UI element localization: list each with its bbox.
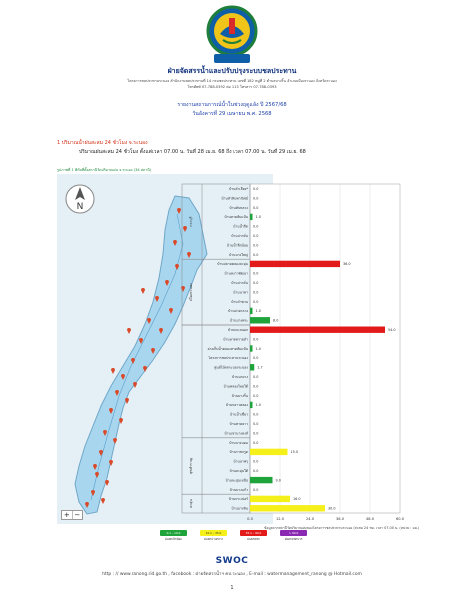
bar-value-label: 1.7 (257, 365, 263, 370)
category-label: บ้านปากจั่น (231, 281, 248, 285)
bar-value-label: 0.0 (253, 271, 259, 276)
x-tick-label: 60.0 (395, 517, 405, 521)
department-title: ฝ่ายจัดสรรน้ำและปรับปรุงระบบชลประทาน (167, 67, 297, 75)
station-pin[interactable] (141, 288, 145, 294)
category-label: บ้านน้ำจืดน้อย (226, 243, 248, 248)
logo-banner (214, 54, 250, 63)
category-label: บ้านละอุ่นเหนือ (225, 478, 248, 483)
data-bar (250, 496, 290, 502)
category-label: ศูนย์ไม้ผลระนองระนอง (214, 365, 248, 370)
bar-value-label: 0.0 (253, 384, 259, 389)
bar-value-label: 0.0 (253, 243, 259, 248)
bar-value-label: 0.0 (253, 440, 259, 445)
category-label: บ้านหาดยาว (229, 422, 248, 426)
category-label: บ้านบางหิน (231, 506, 248, 511)
legend-label-light: ฝนตกเล็กน้อย (165, 537, 182, 541)
data-bar (250, 317, 270, 323)
bar-value-label: 15.0 (290, 450, 299, 455)
legend-swatch-moderate: 10.1 – 35.0 (200, 530, 227, 536)
category-label: บ้านบางพระ (230, 318, 248, 323)
group-label: ละอุ่น (189, 499, 193, 508)
x-tick-label: 0.0 (247, 517, 253, 521)
legend-swatch-very-heavy: > 90.0 (280, 530, 307, 536)
category-label: บ้านหัวหินพาณิชย์ (221, 196, 248, 201)
station-pin[interactable] (127, 328, 131, 334)
category-label: บ้านทะเลนอก (227, 328, 248, 332)
group-box (182, 325, 250, 438)
category-label: บ้านปลายคลองละอุ่น (217, 262, 248, 267)
figure-caption: รูปภาพที่ 1 พิกัดที่ตั้งสถานีวัดปริมาณฝน จ.ระนอง (34 สถานี) (57, 168, 152, 172)
category-label: บ้านม่วงกลวง (228, 309, 248, 314)
legend-item-moderate (200, 530, 227, 542)
category-label: บ้านหงาวพัฒนา (224, 271, 248, 276)
station-pin[interactable] (111, 368, 115, 374)
bar-value-label: 54.0 (388, 328, 396, 332)
data-bar (250, 364, 254, 370)
category-label: บ้านเขานางหงส์ (224, 431, 248, 436)
category-label: บ้านหาดทรายดำ (223, 337, 248, 342)
bar-value-label: 0.0 (253, 187, 259, 191)
royal-irrigation-department-logo (203, 4, 261, 66)
bar-value-label: 0.0 (253, 234, 259, 238)
category-label: บ้านทับหลวง (229, 205, 248, 210)
department-address: โครงการชลประทานระนอง สำนักงานชลประทานที่ 14 กรมชลประทาน เลขที่ 182 หมู่ที่ 2 ตำบลบางริ้น อำเภอเมืองระนอง จังหวัดระนอง (127, 79, 337, 83)
chart-note: ข้อมูลจากสถานีวัดปริมาณฝนของโครงการชลประทานระนอง (สะสม 24 ชม. เวลา 07.00 น. (หน่วย : มม.) (264, 526, 420, 530)
data-bar (250, 214, 253, 220)
bar-value-label: 0.0 (253, 375, 259, 379)
bar-value-label: 36.0 (343, 262, 351, 267)
data-bar (250, 449, 288, 455)
legend-swatch-heavy: 35.1 – 90.0 (240, 530, 267, 536)
legend-item-heavy (240, 530, 267, 542)
report-title: รายงานสถานการณ์น้ำในช่วงฤดูแล้ง ปี 2567/68 (177, 102, 287, 108)
x-tick-label: 12.0 (275, 517, 285, 521)
bar-value-label: 0.0 (253, 393, 259, 398)
data-bar (250, 505, 325, 511)
category-label: บ้านนาพรุ (233, 459, 248, 464)
bar-value-label: 0.0 (253, 281, 259, 285)
legend-swatch-light: 0.1 – 10.0 (160, 530, 187, 536)
bar-value-label: 0.0 (253, 431, 259, 436)
compass-letter: N (76, 202, 84, 212)
bar-value-label: 0.0 (253, 487, 259, 492)
bar-value-label: 1.0 (255, 309, 261, 314)
north-arrow-icon (65, 184, 95, 214)
bar-value-label: 0.0 (253, 299, 259, 304)
legend-item-light (160, 530, 187, 542)
group-label: สุขสำราญ (189, 458, 193, 474)
bar-value-label: 0.0 (253, 337, 259, 342)
data-bar (250, 308, 253, 314)
bar-value-label: 0.0 (253, 224, 259, 229)
legend-label-very-heavy: ฝนตกหนักมาก (284, 537, 303, 541)
section-heading: 1 ปริมาณน้ำฝนสะสม 24 ชั่วโมง จ.ระนอง (57, 140, 148, 146)
data-bar (250, 261, 340, 267)
data-bar (250, 477, 273, 483)
category-label: บ้านนกงาง (232, 375, 248, 379)
group-label: เมืองระนอง (189, 283, 193, 301)
category-label: บ้านละอุ่นใต้ (229, 469, 248, 473)
category-label: บ้านบางนอน (229, 440, 248, 445)
rainfall-bar-chart (181, 174, 431, 526)
bar-value-label: 0.0 (253, 205, 259, 210)
data-bar (250, 345, 253, 351)
bar-value-label: 0.0 (253, 469, 259, 473)
swoc-brand: SWOC (215, 556, 249, 566)
section-subheading: ปริมาณฝนสะสม 24 ชั่วโมง ตั้งแต่เวลา 07.00 น. วันที่ 28 เม.ย. 68 ถึง เวลา 07.00 น. วันที่ 29 เม.ย. 68 (79, 149, 306, 155)
legend-item-very-heavy (280, 530, 307, 542)
bar-value-label: 0.0 (253, 252, 259, 257)
report-date: วันอังคารที่ 29 เมษายน พ.ศ. 2568 (192, 111, 272, 117)
x-tick-label: 48.0 (365, 517, 375, 521)
category-label: บ้านลำเลียง* (229, 187, 248, 191)
group-label: กระบุรี (189, 216, 193, 227)
bar-value-label: 9.0 (275, 478, 281, 483)
bar-value-label: 8.0 (273, 318, 279, 323)
bar-value-label: 0.0 (253, 459, 259, 464)
bar-value-label: 0.0 (253, 290, 259, 295)
rainfall-legend (160, 530, 310, 546)
bar-value-label: 1.0 (255, 403, 261, 408)
category-label: บ้านหงาวคลอง (225, 403, 248, 408)
bar-value-label: 0.0 (253, 422, 259, 426)
bar-value-label: 0.0 (253, 196, 259, 201)
legend-label-moderate: ฝนตกปานกลาง (204, 537, 223, 541)
bar-value-label: 1.0 (255, 346, 261, 351)
data-bar (250, 327, 385, 333)
x-tick-label: 24.0 (305, 517, 315, 521)
zoom-in-button[interactable]: + (62, 511, 73, 519)
footer-contact: http : // www.ranong.rid.go.th , facebook : ฝ่ายจัดสรรน้ำฯ คป.ระนอง , E-mail : watermanagement_ranong @ Hotmail.com (102, 572, 362, 577)
category-label: บ้านกระเปอร์ (228, 497, 248, 502)
station-pin[interactable] (133, 382, 137, 388)
category-label: บ้านน้ำจืด (233, 224, 248, 229)
category-label: บ้านนาคา (233, 290, 248, 295)
data-bar (250, 402, 253, 408)
station-pin[interactable] (101, 498, 105, 504)
category-label: อ่างเก็บน้ำคลองหาดส้มแป้น (207, 346, 248, 351)
category-label: บ้านราชกรูด (229, 450, 248, 455)
category-label: บ้านน้ำเชี่ยว (230, 412, 248, 417)
category-label: บ้านบางใหญ่ (229, 252, 248, 257)
bar-value-label: 16.0 (293, 497, 301, 502)
category-label: บ้านบางแก้ว (229, 487, 248, 492)
station-pin[interactable] (105, 480, 109, 486)
map-zoom-control[interactable] (61, 510, 83, 520)
bar-value-label: 1.0 (255, 215, 261, 220)
page-number: 1 (230, 585, 234, 591)
category-label: บ้านคลองใหม่ใต้ (223, 384, 248, 389)
plot-area (250, 184, 400, 513)
category-label: บ้านปากจั่น (231, 234, 248, 238)
bar-value-label: 0.0 (253, 412, 259, 417)
category-label: บ้านกำพวน (231, 299, 248, 304)
legend-label-heavy: ฝนตกหนัก (247, 537, 260, 541)
zoom-out-button[interactable]: − (74, 511, 81, 519)
bar-value-label: 0.0 (253, 356, 259, 361)
category-label: โครงการชลประทานระนอง (208, 356, 248, 361)
department-phone: โทรศัพท์ 07-788-0392 ต่อ 113 โทรสาร 07-788-0393 (187, 85, 277, 89)
station-pin[interactable] (125, 398, 129, 404)
bar-value-label: 30.0 (328, 506, 336, 511)
category-label: บ้านบางริ้น (231, 393, 248, 398)
x-tick-label: 36.0 (335, 517, 345, 521)
category-label: บ้านหาดส้มแป้น (224, 215, 248, 220)
